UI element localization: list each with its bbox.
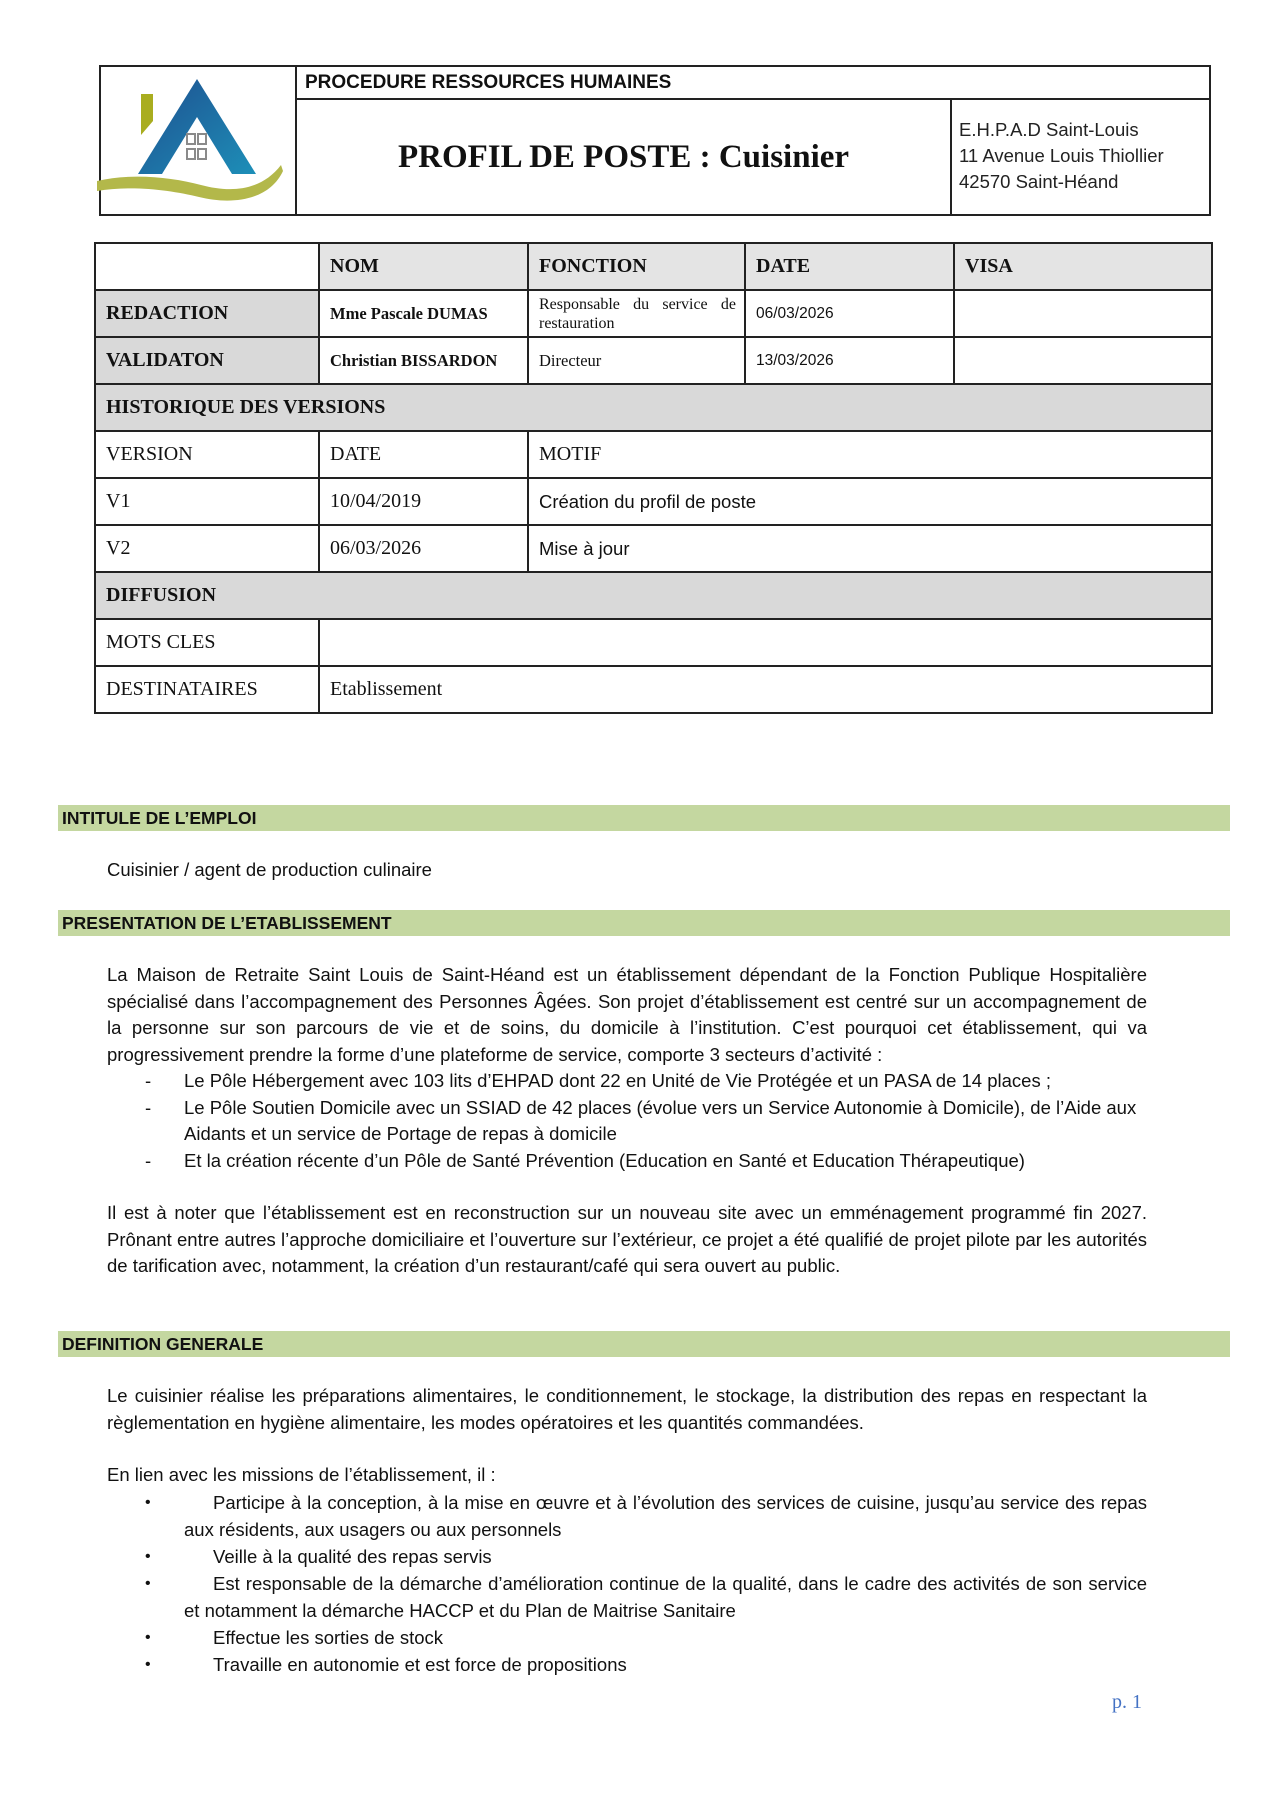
list-item — [107, 1489, 1147, 1543]
dash-bullet-icon: - — [145, 1149, 152, 1171]
list-item-text: Le Pôle Hébergement avec 103 lits d’EHPAD dont 22 en Unité de Vie Protégée et un PASA de 14 places ; — [184, 1070, 1051, 1091]
list-item — [107, 1651, 1147, 1678]
bullet-icon: • — [145, 1494, 151, 1511]
address-line-1: E.H.P.A.D Saint-Louis — [959, 119, 1139, 140]
approval-header-empty — [95, 243, 319, 290]
list-item — [107, 1095, 1147, 1148]
presentation-intro: La Maison de Retraite Saint Louis de Saint-Héand est un établissement dépendant de la Fonction Publique Hospitalière spécialisé dans l’accompagnement des Personnes Âgées. Son projet d’établissement est centré sur un accompagnement de la personne sur son parcours de vie et de soins, du domicile à l’institution. C’est pourquoi cet établissement, qui va progressivement prendre la forme d’une plateforme de service, comporte 3 secteurs d’activité : — [107, 964, 1147, 1065]
history-col-date: DATE — [319, 431, 528, 478]
recipients-label: DESTINATAIRES — [95, 666, 319, 713]
section-heading-intitule: INTITULE DE L’EMPLOI — [58, 805, 1230, 831]
bullet-icon: • — [145, 1548, 151, 1565]
section-heading-presentation: PRESENTATION DE L’ETABLISSEMENT — [58, 910, 1230, 936]
address-line-3: 42570 Saint-Héand — [959, 171, 1119, 192]
dash-bullet-icon: - — [145, 1096, 152, 1118]
history-version: V2 — [95, 525, 319, 572]
row-label-validation: VALIDATON — [95, 337, 319, 384]
column-header-visa: VISA — [954, 243, 1212, 290]
approval-row-validation — [95, 337, 1212, 384]
dash-bullet-icon: - — [145, 1070, 152, 1091]
history-motif: Création du profil de poste — [528, 478, 1212, 525]
redaction-nom: Mme Pascale DUMAS — [319, 290, 528, 337]
document-control-table — [94, 242, 1213, 714]
bullet-icon: • — [145, 1629, 151, 1646]
keywords-value — [319, 619, 1212, 666]
list-item-text: Et la création récente d’un Pôle de Santé Prévention (Education en Santé et Education Thérapeutique) — [184, 1149, 1025, 1171]
history-row — [95, 525, 1212, 572]
approval-row-redaction — [95, 290, 1212, 337]
list-item — [107, 1624, 1147, 1651]
address-line-2: 11 Avenue Louis Thiollier — [959, 145, 1164, 166]
keywords-label: MOTS CLES — [95, 619, 319, 666]
list-item-text: Veille à la qualité des repas servis — [213, 1546, 492, 1567]
missions-list — [107, 1489, 1147, 1678]
list-item — [107, 1148, 1147, 1175]
job-title-text: Cuisinier / agent de production culinaire — [107, 859, 432, 880]
validation-fonction: Directeur — [528, 337, 745, 384]
redaction-visa — [954, 290, 1212, 337]
history-row — [95, 478, 1212, 525]
history-title: HISTORIQUE DES VERSIONS — [95, 384, 1212, 431]
list-item-text: Est responsable de la démarche d’amélioration continue de la qualité, dans le cadre des activités de son service et notamment la démarche HACCP et du Plan de Maitrise Sanitaire — [184, 1573, 1147, 1621]
page-number: p. 1 — [1112, 1691, 1142, 1713]
list-item-text: Effectue les sorties de stock — [213, 1627, 443, 1648]
establishment-address — [952, 100, 1209, 214]
logo-cell — [101, 67, 297, 214]
redaction-date: 06/03/2026 — [745, 290, 954, 337]
list-item-text: Travaille en autonomie et est force de propositions — [213, 1654, 627, 1675]
redaction-fonction: Responsable du service de restauration — [528, 290, 745, 337]
list-item — [107, 1570, 1147, 1624]
history-version: V1 — [95, 478, 319, 525]
diffusion-keywords-row — [95, 619, 1212, 666]
history-col-version: VERSION — [95, 431, 319, 478]
definition-lead: En lien avec les missions de l’établissement, il : — [107, 1464, 496, 1485]
bullet-icon: • — [145, 1575, 151, 1592]
document-header — [99, 65, 1211, 216]
page-title: PROFIL DE POSTE : Cuisinier — [297, 100, 952, 214]
list-item — [107, 1068, 1147, 1095]
history-col-motif: MOTIF — [528, 431, 1212, 478]
validation-visa — [954, 337, 1212, 384]
row-label-redaction: REDACTION — [95, 290, 319, 337]
list-item — [107, 1543, 1147, 1570]
list-item-text: Le Pôle Soutien Domicile avec un SSIAD de 42 places (évolue vers un Service Autonomie à Domicile), de l’Aide aux Aidants et un service de Portage de repas à domicile — [184, 1096, 1137, 1144]
column-header-date: DATE — [745, 243, 954, 290]
history-date: 06/03/2026 — [319, 525, 528, 572]
validation-nom: Christian BISSARDON — [319, 337, 528, 384]
recipients-value: Etablissement — [319, 666, 1212, 713]
validation-date: 13/03/2026 — [745, 337, 954, 384]
history-motif: Mise à jour — [528, 525, 1212, 572]
presentation-note: Il est à noter que l’établissement est en reconstruction sur un nouveau site avec un emménagement programmé fin 2027. Prônant entre autres l’approche domiciliaire et l’ouverture sur l’extérieur, ce projet a été qualifié de projet pilote par les autorités de tarification avec, notamment, la création d’un restaurant/café qui sera ouvert au public. — [107, 1202, 1147, 1276]
history-header-row — [95, 431, 1212, 478]
list-item-text: Participe à la conception, à la mise en œuvre et à l’évolution des services de cuisine, jusqu’au service des repas aux résidents, aux usagers ou aux personnels — [184, 1492, 1147, 1540]
section-heading-definition: DEFINITION GENERALE — [58, 1331, 1230, 1357]
diffusion-title-row — [95, 572, 1212, 619]
diffusion-title: DIFFUSION — [95, 572, 1212, 619]
house-logo-icon — [91, 73, 296, 218]
procedure-label: PROCEDURE RESSOURCES HUMAINES — [297, 67, 1209, 100]
diffusion-recipients-row — [95, 666, 1212, 713]
definition-text: Le cuisinier réalise les préparations alimentaires, le conditionnement, le stockage, la distribution des repas en respectant la règlementation en hygiène alimentaire, les modes opératoires et les quantités commandées. — [107, 1385, 1147, 1433]
column-header-fonction: FONCTION — [528, 243, 745, 290]
column-header-nom: NOM — [319, 243, 528, 290]
history-date: 10/04/2019 — [319, 478, 528, 525]
sectors-list — [107, 1068, 1147, 1174]
approval-header-row — [95, 243, 1212, 290]
history-title-row — [95, 384, 1212, 431]
bullet-icon: • — [145, 1656, 151, 1673]
